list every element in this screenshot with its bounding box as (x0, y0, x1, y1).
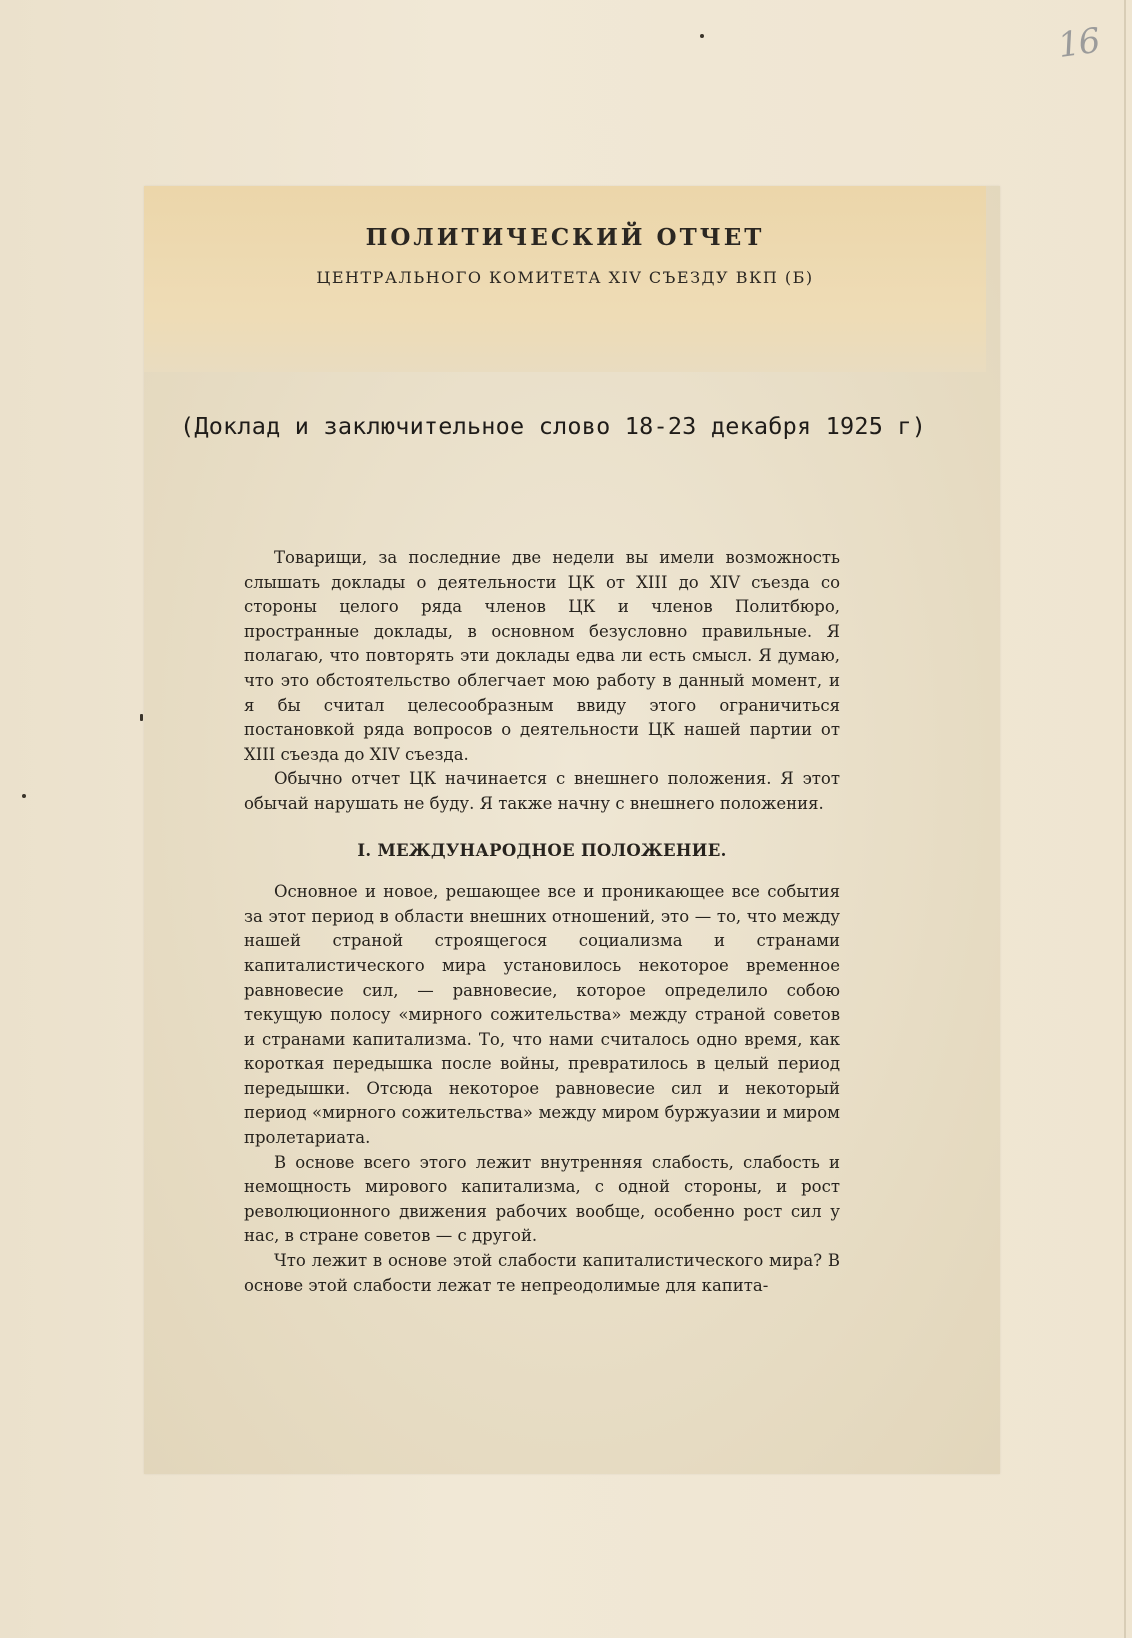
document-title: ПОЛИТИЧЕСКИЙ ОТЧЕТ (365, 224, 765, 251)
paper-speck (22, 794, 26, 798)
page-fold-line (1124, 0, 1126, 1638)
title-banner (144, 186, 986, 372)
paragraph: Что лежит в основе этой слабости капиталистического мира? В основе этой слабости лежат те непреодолимые для капита- (244, 1251, 840, 1295)
paragraph: В основе всего этого лежит внутренняя слабость, слабость и немощность мирового капитализма, с одной стороны, и рост революционного движения рабочих вообще, особенно рост сил у нас, в стране советов — с другой. (244, 1152, 840, 1246)
paragraph: Обычно отчет ЦК начинается с внешнего положения. Я этот обычай нарушать не буду. Я также начну с внешнего положения. (244, 769, 840, 813)
typed-note: (Доклад и заключительное слово 18-23 декабря 1925 г) (180, 412, 927, 440)
paragraph: Товарищи, за последние две недели вы имели возможность слышать доклады о деятельности ЦК от XIII до XIV съезда со стороны целого ряда членов ЦК и членов Политбюро, пространные доклады, в основном безусловно правильные. Я полагаю, что повторять эти доклады едва ли есть смысл. Я думаю, что это обстоятельство облегчает мою работу в данный момент, и я бы считал целесообразным ввиду этого ограничиться постановкой ряда вопросов о деятельности ЦК нашей партии от XIII съезда до XIV съезда. (244, 548, 840, 764)
page-edge (1132, 0, 1146, 1638)
paper-speck (140, 714, 143, 721)
paper-speck (700, 34, 704, 38)
paragraph: Основное и новое, решающее все и проникающее все события за этот период в области внешних отношений, это — то, что между нашей страной строящегося социализма и странами капиталистического мира установилось некоторое временное равновесие сил, — равновесие, которое определило собою текущую полосу «мирного сожительства» между страной советов и странами капитализма. То, что нами считалось одно время, как короткая передышка после войны, превратилось в целый период передышки. Отсюда некоторое равновесие сил и некоторый период «мирного сожительства» между миром буржуазии и миром пролетариата. (244, 882, 840, 1148)
page-number: 16 (1055, 20, 1102, 66)
document-subtitle: ЦЕНТРАЛЬНОГО КОМИТЕТА XIV СЪЕЗДУ ВКП (Б) (316, 268, 814, 287)
section-heading: I. МЕЖДУНАРОДНОЕ ПОЛОЖЕНИЕ. (357, 840, 727, 860)
document-body (244, 546, 840, 1298)
document-sheet (144, 186, 1000, 1474)
